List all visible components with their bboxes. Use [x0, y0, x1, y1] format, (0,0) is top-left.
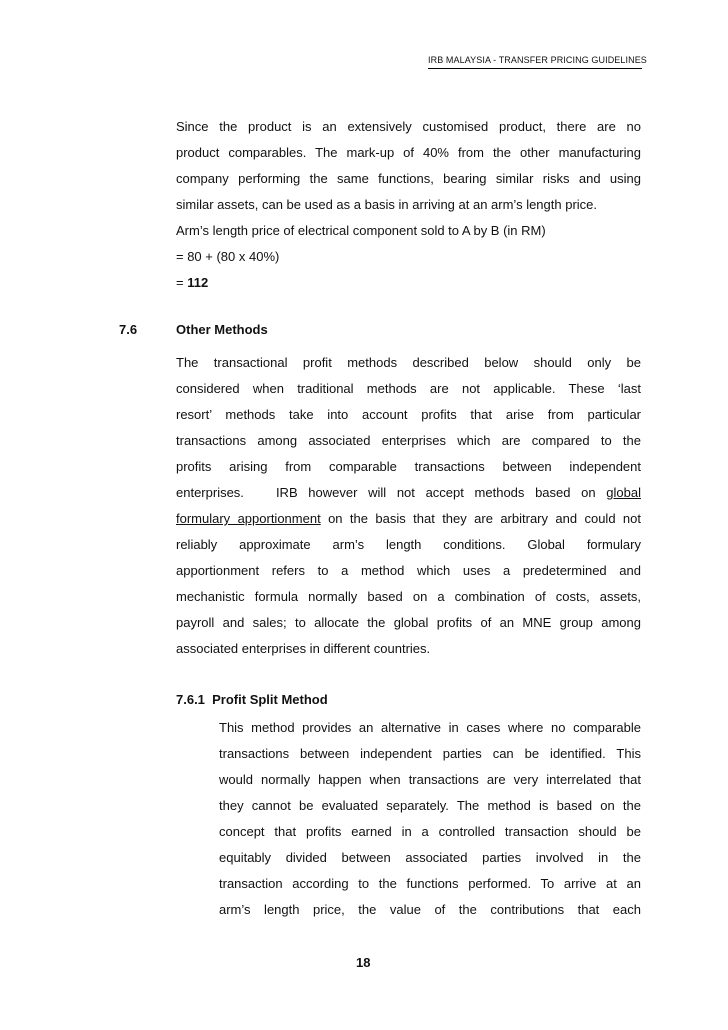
running-header: IRB MALAYSIA - TRANSFER PRICING GUIDELINES: [428, 55, 642, 69]
text-line: [176, 485, 641, 511]
text-line: they cannot be evaluated separately. The method is based on the: [219, 798, 641, 813]
calc-result-line: [176, 275, 641, 301]
text-line: transactions among associated enterprises which are compared to the: [176, 433, 641, 448]
text-line: mechanistic formula normally based on a combination of costs, assets,: [176, 589, 641, 604]
text-line: This method provides an alternative in cases where no comparable: [219, 720, 641, 735]
text-line: apportionment refers to a method which uses a predetermined and: [176, 563, 641, 578]
calc-result: 112: [187, 275, 209, 290]
text-line: company performing the same functions, bearing similar risks and using: [176, 171, 641, 186]
calc-prefix: =: [176, 275, 188, 290]
text-line: similar assets, can be used as a basis in arriving at an arm’s length price.: [176, 197, 598, 212]
text-segment: enterprises. IRB however will not accept methods based on: [176, 485, 607, 500]
section-number: 7.6: [119, 322, 138, 337]
subsection-title: 7.6.1 Profit Split Method: [176, 692, 328, 707]
text-line: arm’s length price, the value of the contributions that each: [219, 902, 641, 917]
text-line: concept that profits earned in a controlled transaction should be: [219, 824, 641, 839]
text-line: transaction according to the functions performed. To arrive at an: [219, 876, 641, 891]
text-line: considered when traditional methods are not applicable. These ‘last: [176, 381, 641, 396]
text-line: associated enterprises in different countries.: [176, 641, 431, 656]
text-line: profits arising from comparable transactions between independent: [176, 459, 641, 474]
section-title: Other Methods: [176, 322, 268, 337]
text-line: equitably divided between associated parties involved in the: [219, 850, 641, 865]
text-line: resort’ methods take into account profits that arise from particular: [176, 407, 641, 422]
intro-paragraph: [176, 119, 641, 301]
text-line: payroll and sales; to allocate the global profits of an MNE group among: [176, 615, 641, 630]
text-line: transactions between independent parties can be identified. This: [219, 746, 641, 761]
text-line: [176, 511, 641, 537]
page-number: 18: [356, 955, 371, 970]
text-segment: on the basis that they are arbitrary and could not: [320, 511, 642, 526]
text-line: would normally happen when transactions are very interrelated that: [219, 772, 641, 787]
underlined-term: global: [606, 485, 641, 500]
subsection-paragraph: [219, 720, 641, 928]
text-line: Since the product is an extensively customised product, there are no: [176, 119, 641, 134]
calc-label: Arm’s length price of electrical component sold to A by B (in RM): [176, 223, 546, 238]
text-line: reliably approximate arm’s length conditions. Global formulary: [176, 537, 641, 552]
calc-formula: = 80 + (80 x 40%): [176, 249, 280, 264]
text-line: product comparables. The mark-up of 40% from the other manufacturing: [176, 145, 641, 160]
section-paragraph: [176, 355, 641, 667]
underlined-term: formulary apportionment: [176, 511, 321, 526]
text-line: The transactional profit methods described below should only be: [176, 355, 641, 370]
